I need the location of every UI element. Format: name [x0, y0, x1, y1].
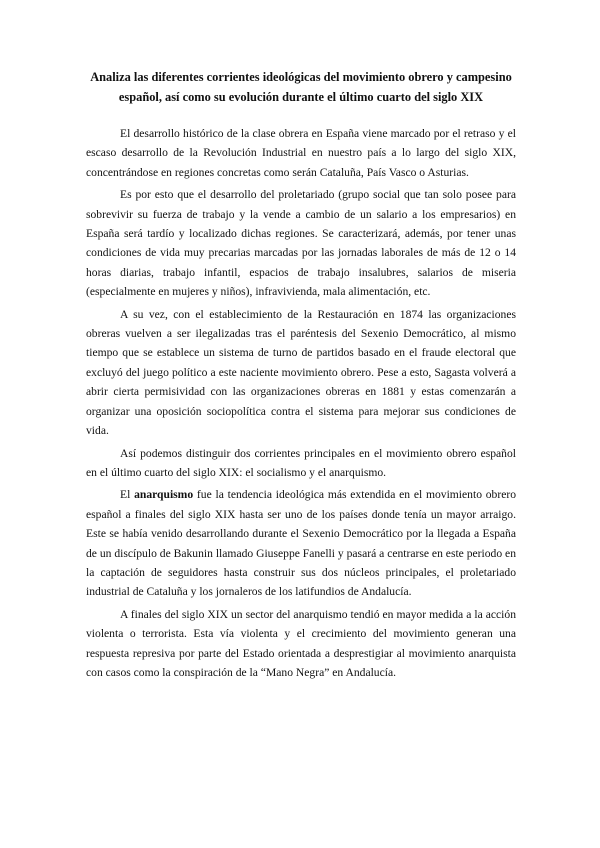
paragraph-2: Es por esto que el desarrollo del proletariado (grupo social que tan solo posee para sobrevivir su fuerza de trabajo y la vende a cambio de un salario a los empresarios) en España será tardío y localizado dichas regiones. Se caracterizará, además, por tener unas condiciones de vida muy precarias marcadas por las jornadas laborales de más de 12 o 14 horas diarias, trabajo infantil, espacios de trabajo insalubres, salarios de miseria (especialmente en mujeres y niños), infravivienda, mala alimentación, etc.: [86, 188, 516, 299]
paragraph-5-prefix: El: [120, 488, 135, 502]
paragraph-3: A su vez, con el establecimiento de la Restauración en 1874 las organizaciones obreras vuelven a ser ilegalizadas tras el paréntesis del Sexenio Democrático, al mismo tiempo que se establece un sistema de turno de partidos basado en el fraude electoral que excluyó del juego político a este naciente movimiento obrero. Pese a esto, Sagasta volverá a abrir cierta permisividad con las organizaciones obreras en 1881 y estas comenzarán a organizar una oposición sociopolítica contra el sistema para mejorar sus condiciones de vida.: [86, 307, 516, 438]
paragraph-6: A finales del siglo XIX un sector del anarquismo tendió en mayor medida a la acción violenta o terrorista. Esta vía violenta y el crecimiento del movimiento generan una respuesta represiva por parte del Estado orientada a desprestigiar al movimiento anarquista con casos como la conspiración de la “Mano Negra” en Andalucía.: [86, 607, 516, 679]
paragraph-5: [86, 485, 516, 601]
paragraph-4: Así podemos distinguir dos corrientes principales en el movimiento obrero español en el último cuarto del siglo XIX: el socialismo y el anarquismo.: [86, 446, 516, 479]
paragraph-5-text: fue la tendencia ideológica más extendida en el movimiento obrero español a finales del siglo XIX hasta ser uno de los países donde tenía un mayor arraigo. Este se había venido desarrollando durante el Sexenio Democrático por la llegada a España de un discípulo de Bakunin llamado Giuseppe Fanelli y pasará a centrarse en este periodo en la captación de seguidores hasta construir sus dos núcleos principales, el proletariado industrial de Cataluña y los jornaleros de los latifundios de Andalucía.: [86, 488, 517, 599]
document-title: Analiza las diferentes corrientes ideológicas del movimiento obrero y campesino español, así como su evolución durante el último cuarto del siglo XIX: [90, 70, 512, 104]
document-page: [86, 68, 516, 685]
paragraph-1: El desarrollo histórico de la clase obrera en España viene marcado por el retraso y el escaso desarrollo de la Revolución Industrial en nuestro país a lo largo del siglo XIX, concentrándose en regiones concretas como serán Cataluña, País Vasco o Asturias.: [86, 127, 516, 179]
anarquismo-term: anarquismo: [134, 488, 194, 502]
